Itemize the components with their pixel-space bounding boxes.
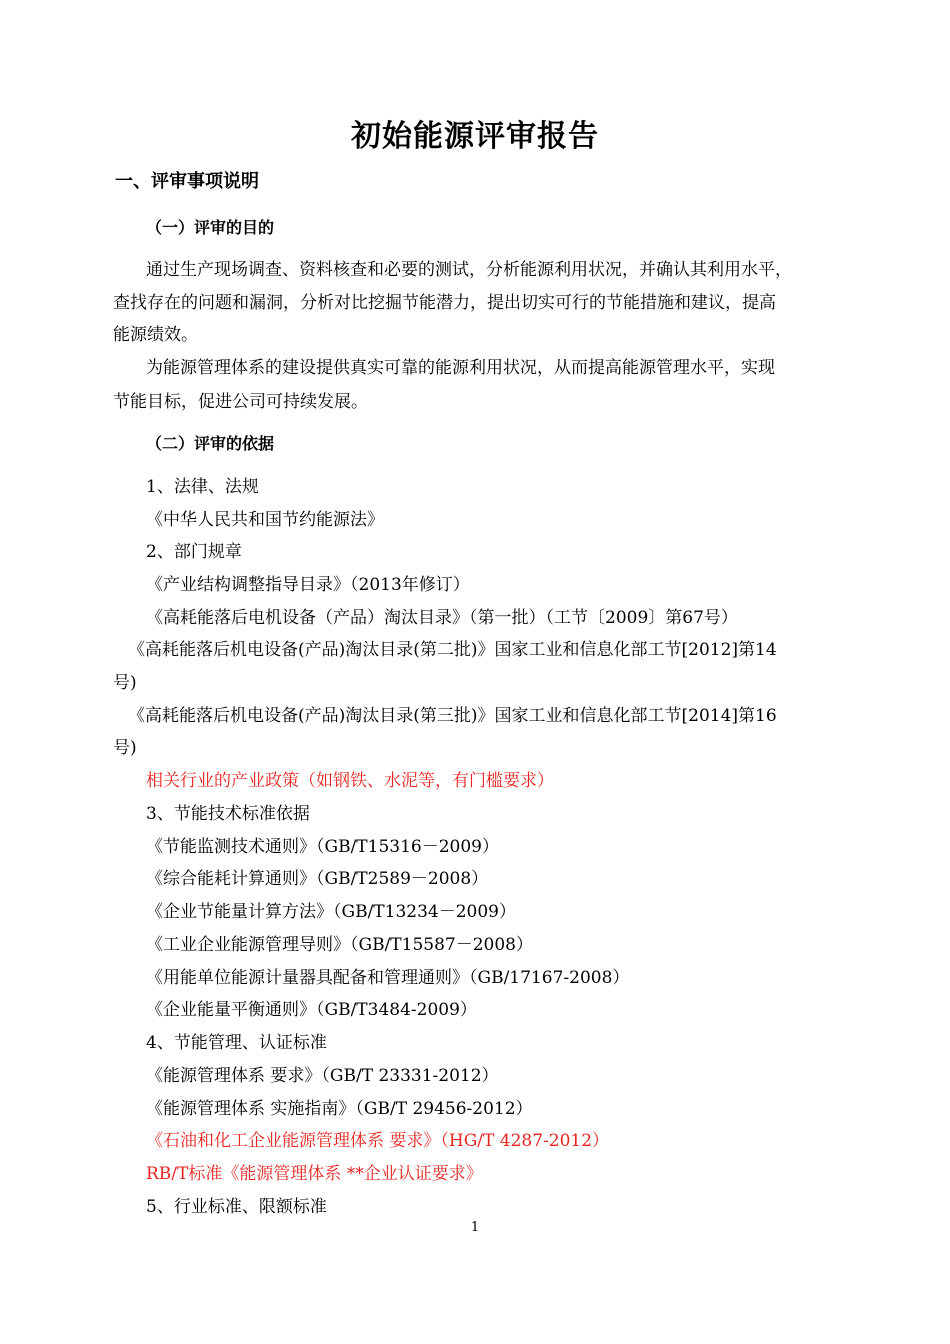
section-heading: 一、评审事项说明 bbox=[115, 171, 259, 192]
list-heading: 5、行业标准、限额标准 bbox=[146, 1197, 327, 1217]
list-item: 《高耗能落后机电设备(产品)淘汰目录(第二批)》国家工业和信息化部工节[2012]第14 bbox=[128, 640, 777, 660]
list-heading: 4、节能管理、认证标准 bbox=[146, 1033, 327, 1053]
list-item-continuation: 号) bbox=[113, 738, 137, 758]
list-item: 《产业结构调整指导目录》（2013年修订） bbox=[146, 575, 470, 595]
paragraph-line: 节能目标，促进公司可持续发展。 bbox=[113, 392, 368, 412]
paragraph-line: 通过生产现场调查、资料核查和必要的测试，分析能源利用状况，并确认其利用水平， bbox=[146, 260, 792, 280]
highlighted-note: RB/T标准《能源管理体系 **企业认证要求》 bbox=[146, 1164, 483, 1184]
paragraph-line: 查找存在的问题和漏洞，分析对比挖掘节能潜力，提出切实可行的节能措施和建议，提高 bbox=[113, 293, 776, 313]
list-item: 《企业节能量计算方法》（GB/T13234－2009） bbox=[146, 902, 516, 922]
list-item: 《用能单位能源计量器具配备和管理通则》（GB/17167-2008） bbox=[146, 968, 630, 988]
list-item: 《节能监测技术通则》（GB/T15316－2009） bbox=[146, 837, 499, 857]
paragraph-line: 为能源管理体系的建设提供真实可靠的能源利用状况，从而提高能源管理水平，实现 bbox=[146, 358, 775, 378]
page-title: 初始能源评审报告 bbox=[351, 119, 599, 154]
list-heading: 1、法律、法规 bbox=[146, 477, 259, 497]
list-item: 《中华人民共和国节约能源法》 bbox=[146, 510, 384, 530]
list-item: 《高耗能落后电机设备（产品）淘汰目录》（第一批）（工节〔2009〕第67号） bbox=[146, 608, 738, 628]
list-item: 《能源管理体系 实施指南》（GB/T 29456-2012） bbox=[146, 1099, 533, 1119]
paragraph-line: 能源绩效。 bbox=[113, 325, 198, 345]
highlighted-note: 《石油和化工企业能源管理体系 要求》（HG/T 4287-2012） bbox=[146, 1131, 610, 1151]
list-item: 《能源管理体系 要求》（GB/T 23331-2012） bbox=[146, 1066, 499, 1086]
subsection-heading: （二）评审的依据 bbox=[146, 434, 275, 453]
list-item: 《企业能量平衡通则》（GB/T3484-2009） bbox=[146, 1000, 477, 1020]
highlighted-note: 相关行业的产业政策（如钢铁、水泥等，有门槛要求） bbox=[146, 771, 554, 791]
list-item: 《综合能耗计算通则》（GB/T2589－2008） bbox=[146, 869, 489, 889]
page-number: 1 bbox=[470, 1220, 480, 1235]
subsection-heading: （一）评审的目的 bbox=[146, 218, 275, 237]
list-item-continuation: 号) bbox=[113, 673, 137, 693]
list-item: 《高耗能落后机电设备(产品)淘汰目录(第三批)》国家工业和信息化部工节[2014]第16 bbox=[128, 706, 777, 726]
list-heading: 3、节能技术标准依据 bbox=[146, 804, 310, 824]
list-heading: 2、部门规章 bbox=[146, 542, 242, 562]
list-item: 《工业企业能源管理导则》（GB/T15587－2008） bbox=[146, 935, 533, 955]
